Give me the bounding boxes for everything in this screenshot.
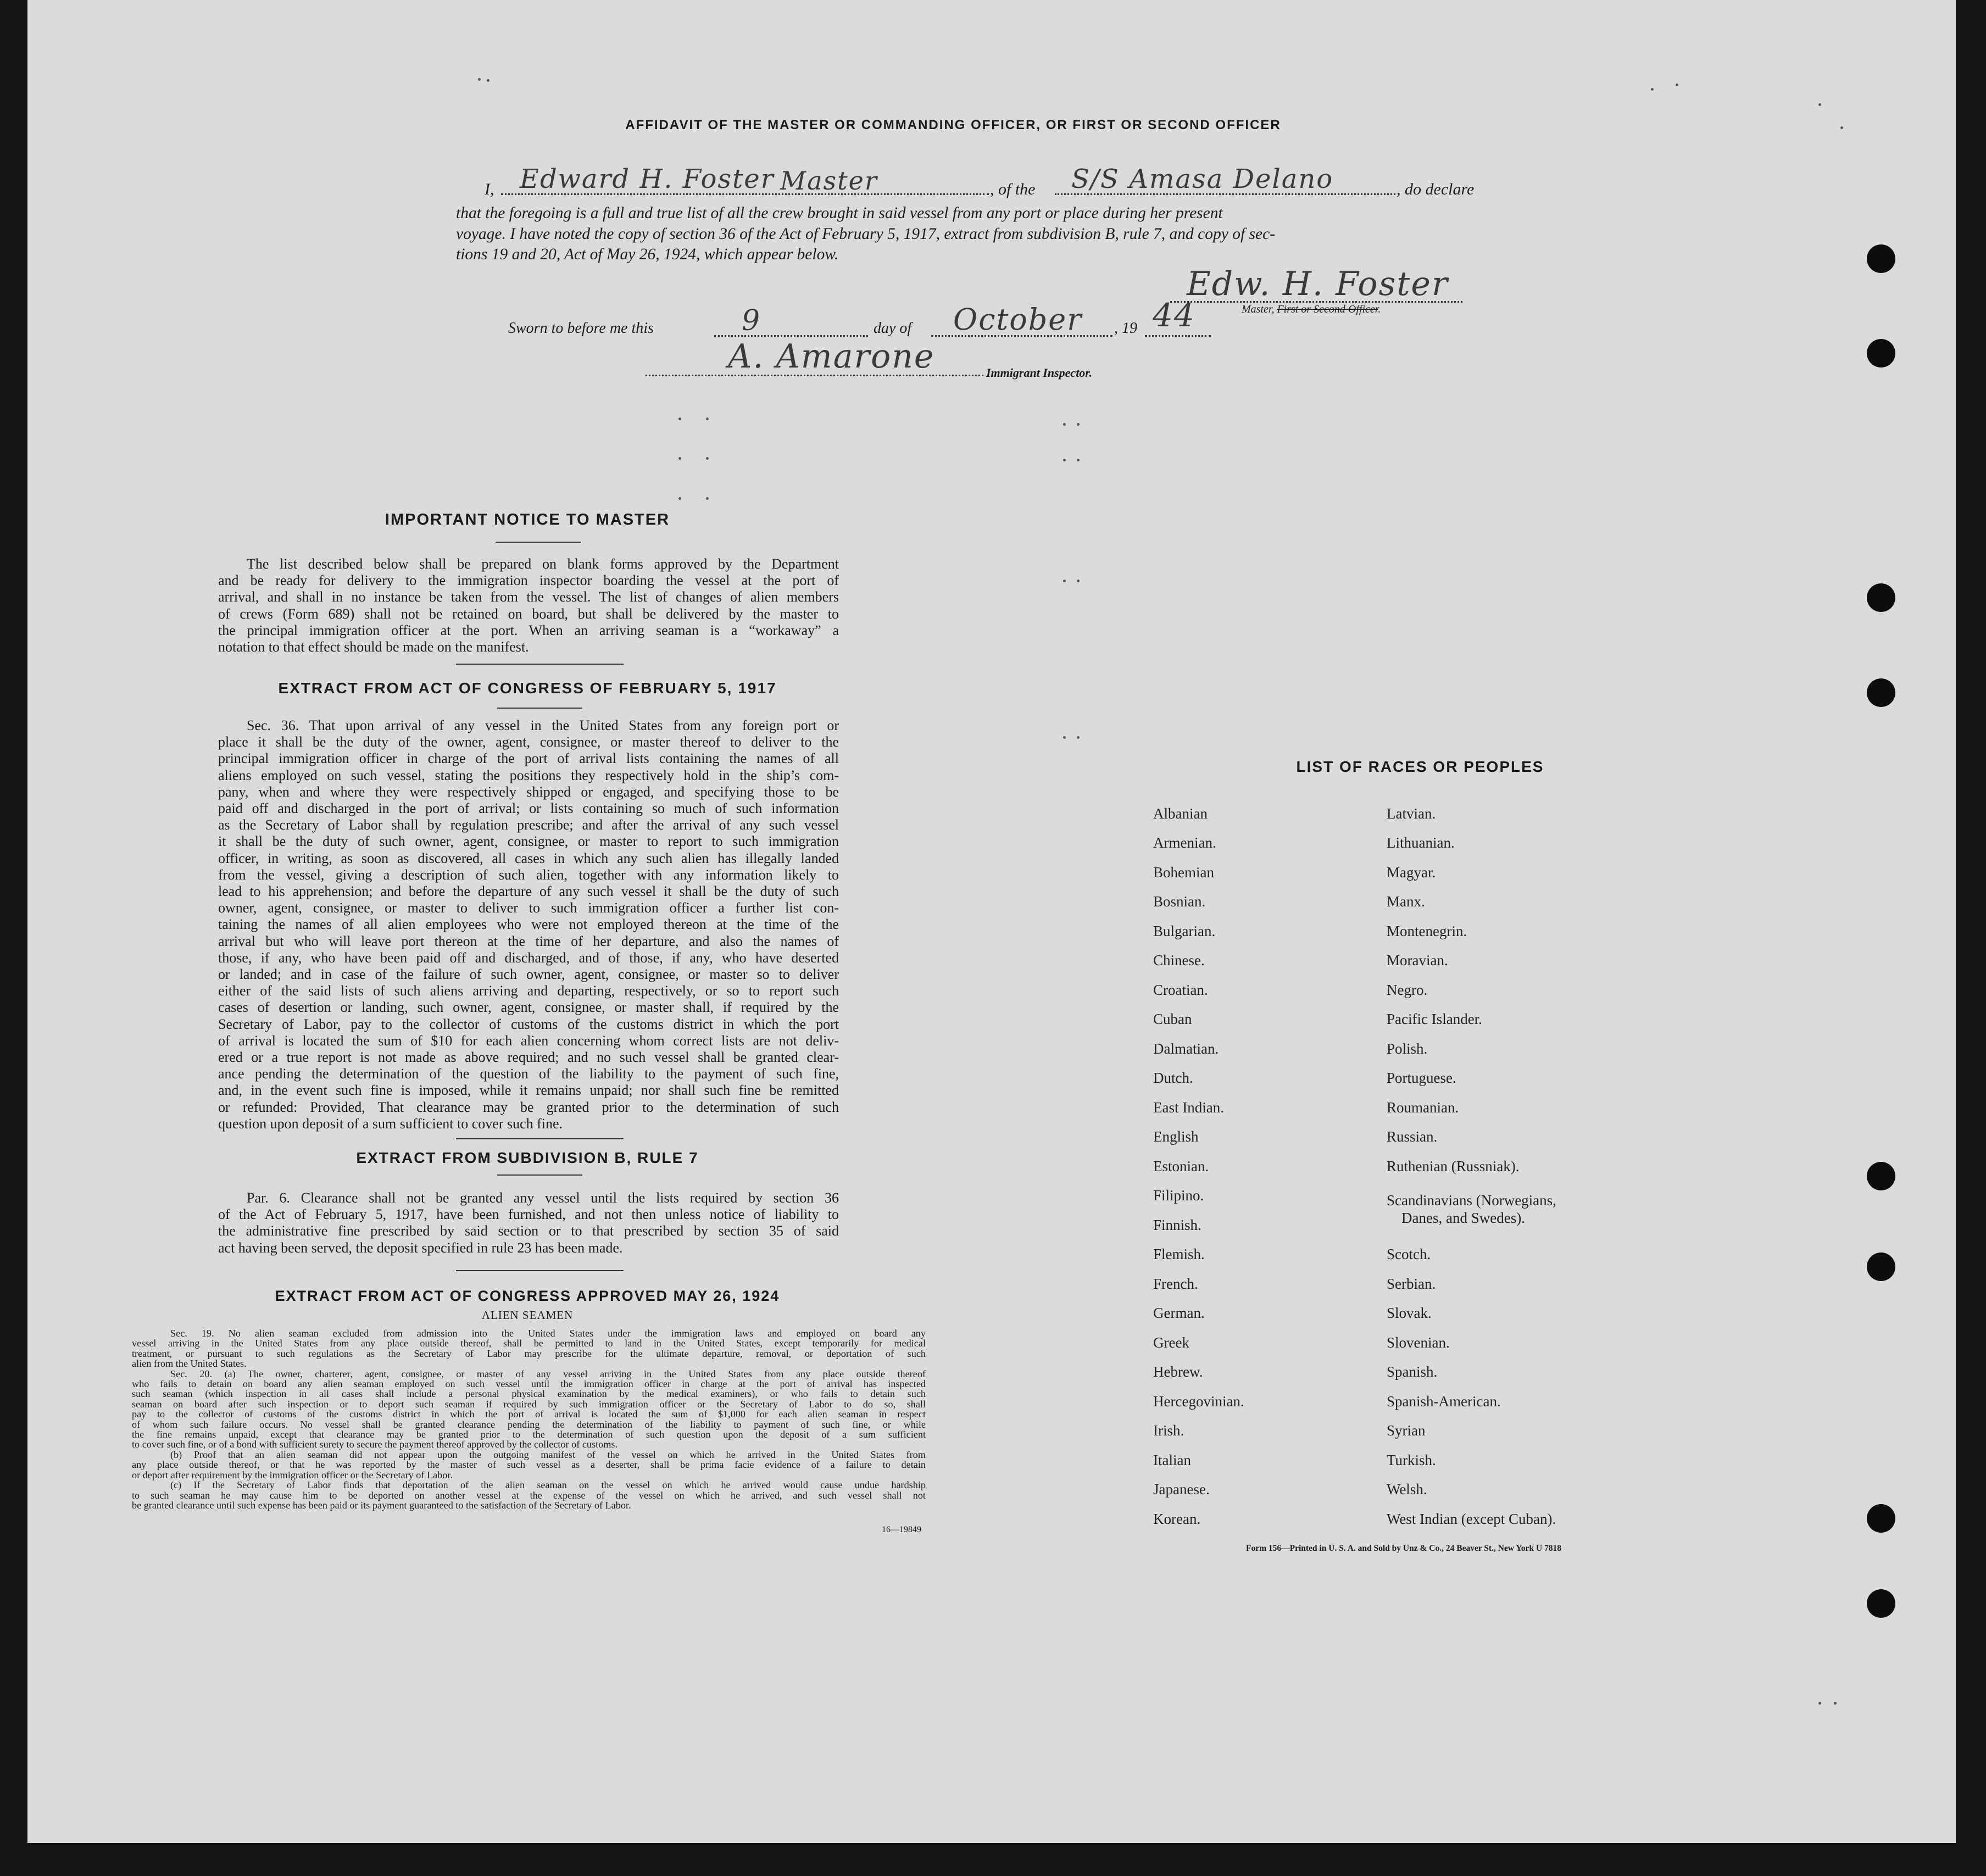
race-item: Bosnian. bbox=[1153, 893, 1206, 910]
extract-1924-title: EXTRACT FROM ACT OF CONGRESS APPROVED MAY 26, 1924 bbox=[275, 1288, 780, 1304]
speck bbox=[1063, 459, 1066, 461]
race-item: Syrian bbox=[1387, 1422, 1426, 1439]
race-item: French. bbox=[1153, 1276, 1198, 1292]
section-36-line: Sec. 36. That upon arrival of any vessel in the United States from any foreign port or bbox=[247, 717, 839, 733]
race-item: Spanish. bbox=[1387, 1363, 1438, 1380]
notice-title: IMPORTANT NOTICE TO MASTER bbox=[385, 511, 670, 528]
section-36-line: paid off and discharged in the port of arrival; or lists containing so much of such information bbox=[218, 800, 839, 817]
race-item: Croatian. bbox=[1153, 982, 1208, 998]
section-36-line: aliens employed on such vessel, stating the positions they respectively hold in the ship’s com- bbox=[218, 767, 839, 783]
rule7-line: act having been served, the deposit specified in rule 23 has been made. bbox=[218, 1239, 623, 1256]
section-20-line: such seaman (which inspection in all cases shall include a personal physical examination by the medical examiners), or who fails to detain such bbox=[132, 1388, 926, 1400]
section-36-line: place it shall be the duty of the owner, agent, consignee, or master thereof to deliver to the bbox=[218, 734, 839, 750]
race-item: Serbian. bbox=[1387, 1276, 1436, 1292]
section-19-line: treatment, or pursuant to such regulations as the Secretary of Labor may prescribe for the ultimate departure, removal, or deportation of such bbox=[132, 1348, 926, 1359]
section-36-line: or landed; and in case of the failure of such owner, agent, consignee, or master so to deliver bbox=[218, 966, 839, 983]
master-name-line bbox=[501, 162, 989, 195]
race-item: Slovak. bbox=[1387, 1305, 1432, 1321]
section-36-line: cases of desertion or landing, such owner, agent, consignee, or master shall, if required by the bbox=[218, 999, 839, 1016]
section-20-line: Sec. 20. (a) The owner, charterer, agent, consignee, or master of any vessel arriving in the United States from any place outside thereof bbox=[170, 1368, 926, 1379]
section-36-line: or refunded: Provided, That clearance may be granted prior to the determination of such bbox=[218, 1099, 839, 1115]
declaration-line-1: that the foregoing is a full and true list of all the crew brought in said vessel from any port or place during her present bbox=[456, 204, 1223, 222]
affidavit-i-label: I, bbox=[485, 180, 494, 198]
master-signature: Edw. H. Foster bbox=[1187, 265, 1449, 303]
speck bbox=[1063, 580, 1066, 582]
race-item: Dutch. bbox=[1153, 1070, 1193, 1086]
race-item: Bohemian bbox=[1153, 864, 1214, 881]
section-20-line: or deport after requirement by the immigration officer or the Secretary of Labor. bbox=[132, 1469, 453, 1480]
rule7-line: the administrative fine prescribed by said section or to that prescribed by section 35 of said bbox=[218, 1223, 839, 1239]
speck bbox=[706, 417, 709, 420]
declaration-line-3: tions 19 and 20, Act of May 26, 1924, which appear below. bbox=[456, 246, 839, 263]
speck bbox=[1676, 83, 1678, 86]
race-item: Welsh. bbox=[1387, 1481, 1427, 1498]
race-item: Latvian. bbox=[1387, 805, 1436, 822]
race-item: Danes, and Swedes). bbox=[1401, 1210, 1525, 1226]
race-item: Polish. bbox=[1387, 1040, 1428, 1057]
section-36-line: ered or a true report is not made as above required; and no such vessel shall be granted clear- bbox=[218, 1049, 839, 1066]
section-36-line: ance pending the determination of the question of the liability to the payment of such fine, bbox=[218, 1066, 839, 1082]
speck bbox=[1818, 103, 1821, 106]
section-20-line: any place outside thereof, or that he was reported by the master of such vessel as a deserter, shall be prima facie evidence of a failure to detain bbox=[132, 1459, 926, 1471]
section-19-line: Sec. 19. No alien seaman excluded from admission into the United States under the immigration laws and employed on board any bbox=[170, 1328, 926, 1339]
speck bbox=[706, 457, 709, 460]
section-20-line: (c) If the Secretary of Labor finds that deportation of the alien seaman on the vessel on which he arrived would cause undue hardship bbox=[170, 1479, 926, 1491]
of-the-label: , of the bbox=[990, 180, 1036, 198]
rule7-body bbox=[218, 1190, 839, 1256]
speck bbox=[678, 457, 681, 460]
race-item: Ruthenian (Russniak). bbox=[1387, 1158, 1520, 1174]
extract-1917-body bbox=[218, 717, 839, 1132]
inspector-label: Immigrant Inspector. bbox=[986, 366, 1093, 380]
race-item: Hercegovinian. bbox=[1153, 1393, 1244, 1410]
race-item: Albanian bbox=[1153, 805, 1208, 822]
notice-line: the principal immigration officer at the port. When an arriving seaman is a “workaway” a bbox=[218, 622, 839, 638]
race-item: Pacific Islander. bbox=[1387, 1011, 1482, 1027]
section-36-line: question upon deposit of a sum sufficient to cover such fine. bbox=[218, 1115, 563, 1132]
race-item: English bbox=[1153, 1128, 1199, 1145]
section-20-line: of whom such failure occurs. No vessel shall be granted clearance pending the determination of the liability to payment of such fine, or while bbox=[132, 1418, 926, 1430]
speck bbox=[1651, 88, 1654, 91]
year-line bbox=[1145, 297, 1211, 337]
year-prefix: , 19 bbox=[1114, 320, 1137, 337]
race-item: Bulgarian. bbox=[1153, 923, 1216, 939]
section-36-line: pany, when and where they were respectively shipped or engaged, and specifying those to be bbox=[218, 783, 839, 800]
speck bbox=[1063, 736, 1066, 739]
speck bbox=[1834, 1702, 1837, 1705]
race-item: German. bbox=[1153, 1305, 1205, 1321]
section-36-line: and, in the event such fine is imposed, while it remains unpaid; nor shall such fine be remitted bbox=[218, 1082, 839, 1099]
section-36-line: either of the said lists of such aliens arriving and departing, respectively, or so to report such bbox=[218, 983, 839, 999]
race-item: Spanish-American. bbox=[1387, 1393, 1501, 1410]
section-rule bbox=[456, 664, 624, 665]
race-item: Roumanian. bbox=[1387, 1099, 1459, 1116]
races-title: LIST OF RACES OR PEOPLES bbox=[1296, 758, 1544, 775]
section-20-line: seaman on board after such inspection or to deport such seaman if required by such immigration officer or the Secretary of Labor to do so, shall bbox=[132, 1398, 926, 1410]
rule7-title: EXTRACT FROM SUBDIVISION B, RULE 7 bbox=[356, 1149, 699, 1166]
inspector-signature-line bbox=[646, 337, 983, 376]
section-36-line: as the Secretary of Labor shall by regulation prescribe; and after the arrival of any such vessel bbox=[218, 817, 839, 833]
notice-line: The list described below shall be prepared on blank forms approved by the Department bbox=[247, 556, 839, 572]
affidavit-title: AFFIDAVIT OF THE MASTER OR COMMANDING OFFICER, OR FIRST OR SECOND OFFICER bbox=[625, 118, 1281, 132]
declaration-line-2: voyage. I have noted the copy of section 36 of the Act of February 5, 1917, extract from subdivision B, rule 7, and copy of sec- bbox=[456, 225, 1276, 243]
race-item: Cuban bbox=[1153, 1011, 1192, 1027]
section-36-line: officer, in writing, as soon as discovered, all cases in which any such alien has illegally landed bbox=[218, 850, 839, 866]
notice-line: and be ready for delivery to the immigration inspector boarding the vessel at the port of bbox=[218, 572, 839, 589]
race-item: Chinese. bbox=[1153, 952, 1205, 968]
section-20-line: who fails to detain on board any alien seaman employed on such vessel until the immigration officer in charge at the port of arrival has inspected bbox=[132, 1378, 926, 1390]
rule7-line: of the Act of February 5, 1917, have been furnished, and not then unless notice of liability to bbox=[218, 1206, 839, 1223]
race-item: Japanese. bbox=[1153, 1481, 1210, 1498]
section-20-line: pay to the collector of customs of the customs district in which the port of arrival is located the sum of $1,000 for each alien seaman in respect bbox=[132, 1409, 926, 1420]
section-36-line: principal immigration officer in charge of the port of arrival lists containing the names of all bbox=[218, 750, 839, 767]
section-36-line: taining the names of all alien employees who were not employed thereon at the time of the bbox=[218, 916, 839, 933]
vessel-name-line bbox=[1055, 162, 1395, 195]
section-20-line: be granted clearance until such expense has been paid or its payment guaranteed to the satisfaction of the Secretary of Labor. bbox=[132, 1499, 631, 1511]
speck bbox=[1077, 736, 1080, 739]
race-item: West Indian (except Cuban). bbox=[1387, 1511, 1556, 1527]
race-item: Scandinavians (Norwegians, bbox=[1387, 1192, 1556, 1209]
section-rule bbox=[456, 1270, 624, 1271]
sworn-label: Sworn to before me this bbox=[508, 320, 654, 337]
struck-officer-label: First or Second Officer bbox=[1277, 303, 1378, 315]
master-label: Master, First or Second Officer. bbox=[1242, 303, 1381, 315]
notice-title-rule bbox=[496, 542, 581, 543]
document-page bbox=[27, 0, 1956, 1843]
speck bbox=[678, 417, 681, 420]
master-rank-signature: Master bbox=[780, 166, 878, 196]
master-name-signature: Edward H. Foster bbox=[520, 164, 775, 194]
notice-line: arrival, and shall in no instance be taken from the vessel. The list of changes of alien members bbox=[218, 589, 839, 605]
day-of-label: day of bbox=[874, 320, 912, 337]
race-item: Lithuanian. bbox=[1387, 834, 1455, 851]
race-item: Turkish. bbox=[1387, 1452, 1436, 1468]
speck bbox=[1818, 1702, 1821, 1705]
section-20-line: the fine remains unpaid, except that clearance may be granted prior to the determination of such question upon the deposit of a sum sufficient bbox=[132, 1429, 926, 1440]
race-item: Filipino. bbox=[1153, 1187, 1204, 1204]
race-item: East Indian. bbox=[1153, 1099, 1224, 1116]
speck bbox=[478, 78, 481, 81]
race-item: Moravian. bbox=[1387, 952, 1448, 968]
speck bbox=[706, 497, 709, 500]
speck bbox=[1077, 459, 1080, 461]
section-rule bbox=[456, 1138, 624, 1139]
speck bbox=[1077, 580, 1080, 582]
extract-1924-subtitle: ALIEN SEAMEN bbox=[481, 1309, 574, 1322]
punch-hole bbox=[1867, 339, 1895, 368]
speck bbox=[1077, 423, 1080, 426]
notice-body bbox=[218, 556, 839, 655]
section-36-line: arrival but who will leave port thereon at the time of her departure, and also the names of bbox=[218, 933, 839, 949]
punch-hole bbox=[1867, 583, 1895, 612]
race-item: Irish. bbox=[1153, 1422, 1184, 1439]
rule7-line: Par. 6. Clearance shall not be granted any vessel until the lists required by section 36 bbox=[247, 1190, 839, 1206]
extract-1924-body bbox=[132, 1328, 926, 1510]
race-item: Korean. bbox=[1153, 1511, 1201, 1527]
notice-line: notation to that effect should be made on the manifest. bbox=[218, 639, 529, 655]
race-item: Slovenian. bbox=[1387, 1334, 1450, 1351]
sworn-day: 9 bbox=[742, 304, 761, 337]
section-36-line: lead to his apprehension; and before the departure of any such vessel it shall be the duty of such bbox=[218, 883, 839, 900]
race-item: Finnish. bbox=[1153, 1217, 1201, 1233]
race-item: Montenegrin. bbox=[1387, 923, 1467, 939]
section-36-line: owner, agent, consignee, or master to deliver to such immigration officer a further list con- bbox=[218, 900, 839, 916]
vessel-name-signature: S/S Amasa Delano bbox=[1071, 164, 1334, 194]
section-36-line: those, if any, who have been paid off and discharged, and of those, if any, who have deserted bbox=[218, 949, 839, 966]
section-20-line: to such seaman he may cause him to be deported on another vessel at the expense of the vessel on which he arrived, and such vessel shall not bbox=[132, 1489, 926, 1501]
form-code: 16—19849 bbox=[882, 1525, 921, 1534]
section-20-line: (b) Proof that an alien seaman did not appear upon the outgoing manifest of the vessel on which he arrived in the United States from bbox=[170, 1449, 926, 1460]
punch-hole bbox=[1867, 678, 1895, 707]
section-36-line: from the vessel, giving a description of such alien, together with any information likely to bbox=[218, 866, 839, 883]
section-36-line: Secretary of Labor, pay to the collector of customs of the customs district in which the port bbox=[218, 1016, 839, 1032]
section-36-line: of arrival is located the sum of $10 for each alien concerning whom correct lists are not deliv- bbox=[218, 1032, 839, 1049]
extract-1917-title: EXTRACT FROM ACT OF CONGRESS OF FEBRUARY 5, 1917 bbox=[278, 680, 777, 697]
section-19-line: alien from the United States. bbox=[132, 1358, 247, 1370]
section-20-line: to cover such fine, or of a bond with sufficient surety to secure the payment thereof approved by the collector of customs. bbox=[132, 1439, 618, 1450]
race-item: Greek bbox=[1153, 1334, 1189, 1351]
inspector-signature: A. Amarone bbox=[728, 337, 935, 376]
race-item: Negro. bbox=[1387, 982, 1428, 998]
punch-hole bbox=[1867, 1252, 1895, 1281]
speck bbox=[1840, 126, 1843, 129]
section-19-line: vessel arriving in the United States from any place outside thereof, shall be permitted to land in the United States, except temporarily for medical bbox=[132, 1338, 926, 1349]
punch-hole bbox=[1867, 1589, 1895, 1618]
punch-hole bbox=[1867, 244, 1895, 273]
race-item: Magyar. bbox=[1387, 864, 1436, 881]
sworn-month-line bbox=[931, 302, 1112, 337]
race-item: Manx. bbox=[1387, 893, 1425, 910]
race-item: Estonian. bbox=[1153, 1158, 1209, 1174]
race-item: Scotch. bbox=[1387, 1246, 1431, 1262]
do-declare-label: , do declare bbox=[1397, 180, 1475, 198]
race-item: Portuguese. bbox=[1387, 1070, 1456, 1086]
sworn-day-line bbox=[714, 304, 868, 337]
race-item: Armenian. bbox=[1153, 834, 1216, 851]
extract-1917-title-rule bbox=[497, 708, 582, 709]
race-item: Hebrew. bbox=[1153, 1363, 1203, 1380]
printer-footer: Form 156—Printed in U. S. A. and Sold by Unz & Co., 24 Beaver St., New York U 7818 bbox=[1246, 1544, 1561, 1553]
speck bbox=[678, 497, 681, 500]
speck bbox=[1063, 423, 1066, 426]
sworn-month: October bbox=[953, 302, 1083, 337]
master-signature-line bbox=[1170, 265, 1462, 303]
notice-line: of crews (Form 689) shall not be retained on board, but shall be delivered by the master to bbox=[218, 605, 839, 622]
punch-hole bbox=[1867, 1504, 1895, 1533]
punch-hole bbox=[1867, 1162, 1895, 1190]
master-label-text: Master, bbox=[1242, 303, 1275, 315]
race-item: Russian. bbox=[1387, 1128, 1438, 1145]
race-item: Flemish. bbox=[1153, 1246, 1205, 1262]
section-36-line: it shall be the duty of such owner, agent, consignee, or master to report to such immigration bbox=[218, 833, 839, 850]
race-item: Italian bbox=[1153, 1452, 1191, 1468]
rule7-title-rule bbox=[497, 1174, 582, 1176]
year-suffix: 44 bbox=[1153, 297, 1195, 334]
race-item: Dalmatian. bbox=[1153, 1040, 1219, 1057]
speck bbox=[487, 79, 489, 82]
